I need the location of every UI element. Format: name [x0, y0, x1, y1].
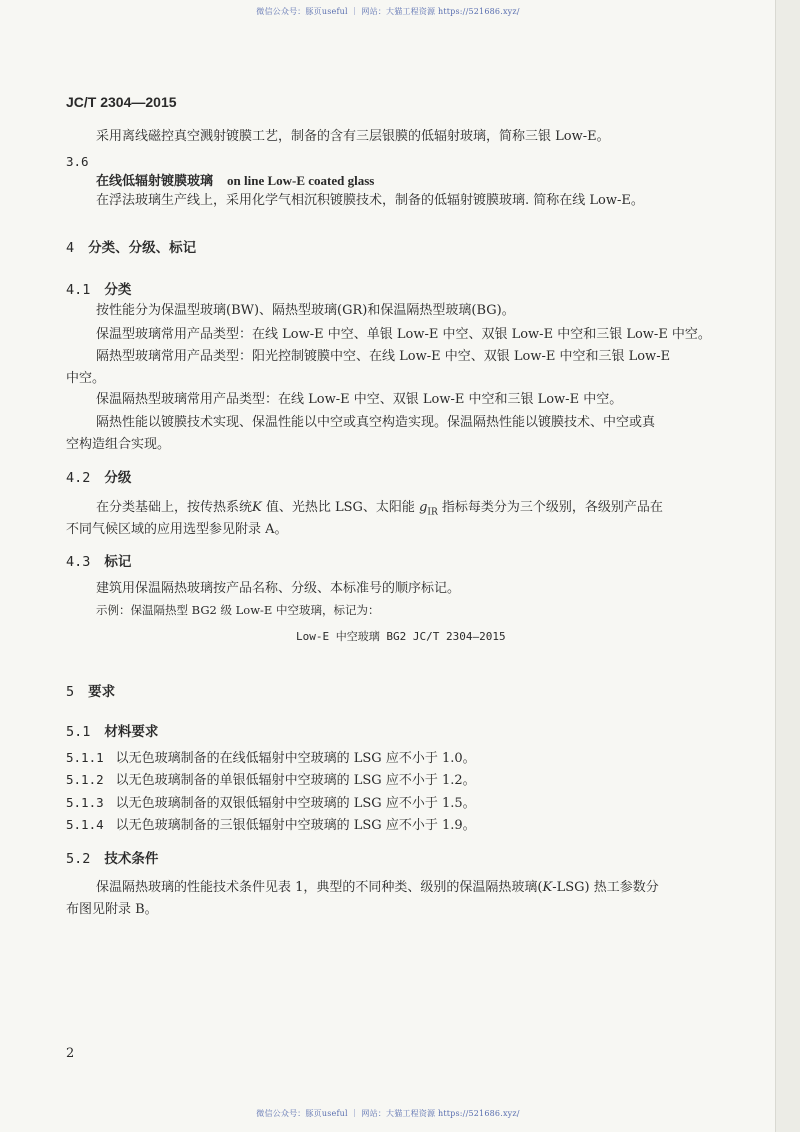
- s4-2-text-b: 值、光热比 LSG、太阳能: [261, 500, 420, 515]
- s4-3-text: 建筑用保温隔热玻璃按产品名称、分级、本标准号的顺序标记。: [96, 581, 461, 596]
- clause-5-1-2-number: 5.1.2: [66, 772, 104, 787]
- symbol-g-subscript: IR: [427, 507, 438, 518]
- clause-5-1-3-number: 5.1.3: [66, 795, 104, 810]
- watermark-top: 微信公众号：豚页useful ｜ 网站：大猫工程资源 https://521686.xyz/: [256, 7, 520, 16]
- s4-2-text-c: 指标每类分为三个级别，各级别产品在: [437, 500, 663, 515]
- clause-5-1-4: [66, 814, 476, 837]
- section-5-1-number: 5.1: [66, 724, 91, 740]
- s4-3-example: 示例：保温隔热型 BG2 级 Low-E 中空玻璃，标记为：: [96, 603, 380, 617]
- section-5-2-title: 技术条件: [104, 851, 159, 867]
- clause-5-1-4-text: 以无色玻璃制备的三银低辐射中空玻璃的 LSG 应不小于 1.9。: [115, 818, 476, 833]
- page-edge-strip: [775, 0, 800, 1132]
- section-5-2-number: 5.2: [66, 851, 91, 867]
- section-4-2-number: 4.2: [66, 470, 91, 486]
- clause-5-1-1: [66, 747, 476, 770]
- section-4-2-heading: [66, 466, 131, 486]
- section-4-2-title: 分级: [104, 470, 132, 486]
- s4-1-line-2: 保温型玻璃常用产品类型：在线 Low-E 中空、单银 Low-E 中空、双银 Low-E 中空和三银 Low-E 中空。: [96, 327, 711, 342]
- standard-number-header: JC/T 2304—2015: [66, 94, 177, 110]
- section-4-1-title: 分类: [104, 282, 132, 298]
- section-5-2-heading: [66, 847, 158, 867]
- section-4-heading: [66, 236, 196, 256]
- s4-1-line-4: 中空。: [66, 371, 106, 386]
- term-3-6-number: 3.6: [66, 154, 89, 169]
- section-5-1-heading: [66, 720, 158, 740]
- page-number: 2: [66, 1046, 75, 1061]
- clause-5-1-1-number: 5.1.1: [66, 750, 104, 765]
- term-3-6-definition: 在浮法玻璃生产线上，采用化学气相沉积镀膜技术，制备的低辐射镀膜玻璃. 简称在线 Low-E。: [96, 193, 644, 208]
- clause-5-1-1-text: 以无色玻璃制备的在线低辐射中空玻璃的 LSG 应不小于 1.0。: [115, 751, 476, 766]
- section-4-1-number: 4.1: [66, 282, 91, 298]
- section-4-number: 4: [66, 240, 75, 256]
- s4-1-line-5: 保温隔热型玻璃常用产品类型：在线 Low-E 中空、双银 Low-E 中空和三银 Low-E 中空。: [96, 392, 623, 407]
- section-4-3-title: 标记: [104, 554, 132, 570]
- symbol-k: K: [252, 500, 262, 515]
- s4-1-line-6: 隔热性能以镀膜技术实现、保温性能以中空或真空构造实现。保温隔热性能以镀膜技术、中空或真: [96, 415, 656, 430]
- s4-2-text-a: 在分类基础上，按传热系统: [96, 500, 253, 515]
- paragraph-triple-silver: 采用离线磁控真空溅射镀膜工艺，制备的含有三层银膜的低辐射玻璃，简称三银 Low-E。: [96, 129, 610, 144]
- section-4-1-heading: [66, 278, 131, 298]
- clause-5-1-4-number: 5.1.4: [66, 817, 104, 832]
- clause-5-1-3: [66, 792, 476, 815]
- s4-2-line-2: 不同气候区域的应用选型参见附录 A。: [66, 522, 288, 537]
- section-5-number: 5: [66, 684, 75, 700]
- s5-2-text-b: -LSG) 热工参数分: [552, 880, 659, 895]
- clause-5-1-2: [66, 769, 476, 792]
- clause-5-1-2-text: 以无色玻璃制备的单银低辐射中空玻璃的 LSG 应不小于 1.2。: [115, 773, 476, 788]
- watermark-bottom: 微信公众号：豚页useful ｜ 网站：大猫工程资源 https://521686.xyz/: [256, 1109, 520, 1118]
- s4-3-marking: Low-E 中空玻璃 BG2 JC/T 2304—2015: [296, 630, 506, 643]
- clause-5-1-3-text: 以无色玻璃制备的双银低辐射中空玻璃的 LSG 应不小于 1.5。: [115, 796, 476, 811]
- s5-2-line-2: 布图见附录 B。: [66, 902, 158, 917]
- section-5-heading: [66, 680, 115, 700]
- s5-2-text-a: 保温隔热玻璃的性能技术条件见表 1，典型的不同种类、级别的保温隔热玻璃(: [96, 880, 543, 895]
- symbol-g: g: [419, 500, 428, 515]
- term-3-6-title-cn: 在线低辐射镀膜玻璃: [96, 174, 214, 189]
- symbol-k-2: K: [542, 880, 553, 895]
- section-4-3-heading: [66, 550, 131, 570]
- s4-1-line-3: 隔热型玻璃常用产品类型：阳光控制镀膜中空、在线 Low-E 中空、双银 Low-E 中空和三银 Low-E: [96, 349, 671, 364]
- s4-1-line-1: 按性能分为保温型玻璃(BW)、隔热型玻璃(GR)和保温隔热型玻璃(BG)。: [96, 303, 515, 318]
- section-5-title: 要求: [88, 684, 116, 700]
- term-3-6-title-en: on line Low-E coated glass: [227, 173, 375, 188]
- section-5-1-title: 材料要求: [104, 724, 159, 740]
- s4-1-line-7: 空构造组合实现。: [66, 437, 171, 452]
- s5-2-line-1: [96, 877, 659, 899]
- section-4-3-number: 4.3: [66, 554, 91, 570]
- section-4-title: 分类、分级、标记: [88, 240, 197, 256]
